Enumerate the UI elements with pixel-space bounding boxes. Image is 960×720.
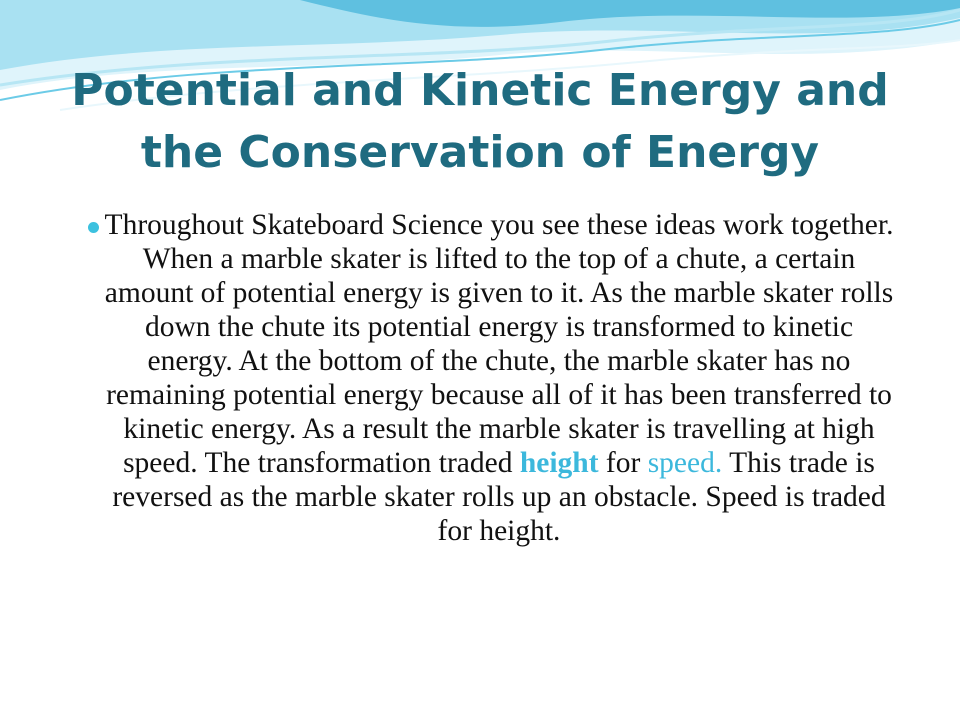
paragraph-text-middle: for (598, 447, 648, 479)
highlight-speed: speed. (647, 447, 723, 479)
slide-title: Potential and Kinetic Energy and the Conservation of Energy (71, 65, 889, 178)
slide-body (88, 208, 898, 548)
bullet-icon (88, 222, 99, 233)
paragraph-text-after: This trade is reversed as the marble skater rolls up an obstacle. Speed is traded for height. (112, 447, 886, 547)
bullet-paragraph (100, 208, 898, 548)
paragraph-text-before: Throughout Skateboard Science you see these ideas work together. When a marble skater is lifted to the top of a chute, a certain amount of potential energy is given to it. As the marble skater rolls down the chute its potential energy is transformed to kinetic energy. At the bottom of the chute, the marble skater has no remaining potential energy because all of it has been transferred to kinetic energy. As a result the marble skater is travelling at high speed. The transformation traded (104, 209, 894, 479)
highlight-height: height (519, 447, 599, 479)
